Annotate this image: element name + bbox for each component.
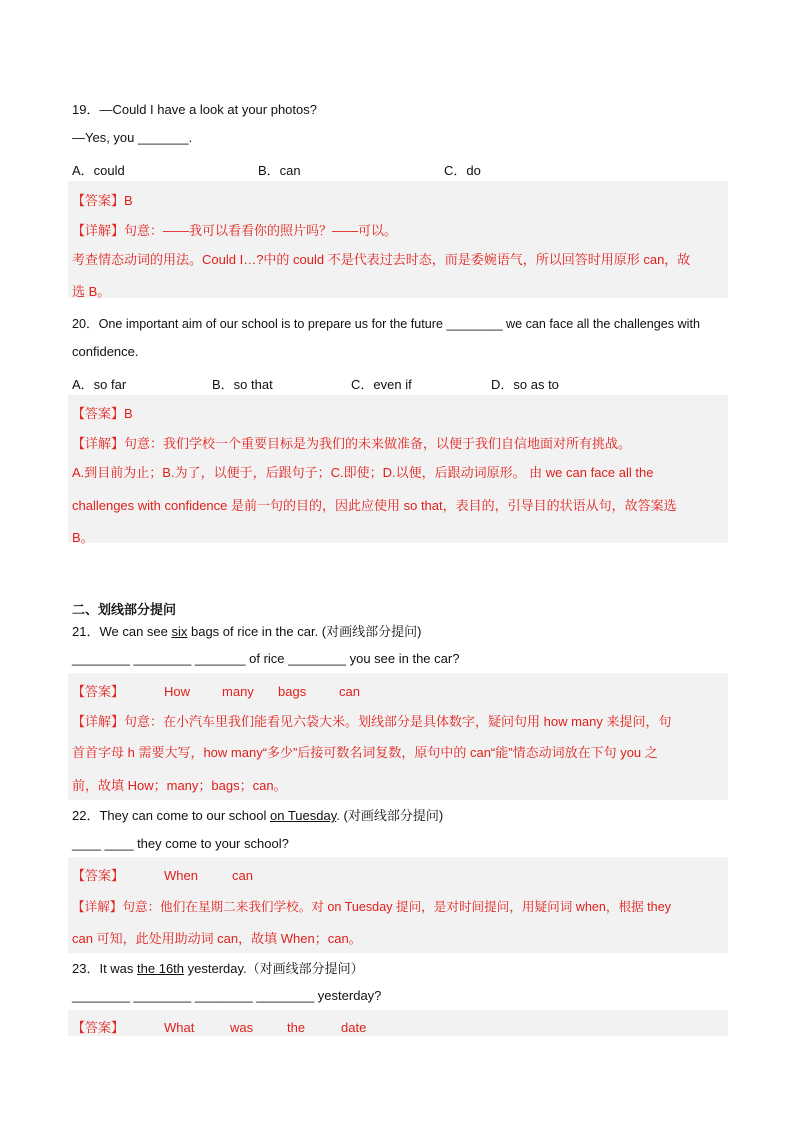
q21-answer-word: bags (278, 684, 307, 699)
q21-answer-word: many (222, 684, 254, 699)
q22-answer-word: When (164, 868, 198, 883)
q21-stem (72, 621, 421, 640)
q23-fill-line: ________ ________ ________ ________ yesterday? (72, 988, 382, 1003)
q23-answer (72, 1017, 366, 1036)
q20-detail-line: 【详解】句意：我们学校一个重要目标是为我们的未来做准备，以便于我们自信地面对所有挑战。 (72, 436, 632, 451)
q21-detail-line: 【详解】句意：在小汽车里我们能看见六袋大米。划线部分是具体数字，疑问句用 how many 来提问，句 (72, 714, 672, 729)
q19-detail-line: 考查情态动词的用法。Could I…?中的 could 不是代表过去时态，而是委婉语气，所以回答时用原形 can，故 (72, 252, 691, 267)
q22-stem (72, 805, 443, 824)
q19-reply: —Yes, you _______. (72, 130, 193, 145)
q22-stem-pre: 22．They can come to our school (72, 808, 270, 823)
q20-detail-line: challenges with confidence 是前一句的目的，因此应使用 so that，表目的，引导目的状语从句，故答案选 (72, 498, 677, 513)
q23-answer-word: date (341, 1020, 367, 1035)
q20-stem-cont: confidence. (72, 344, 139, 359)
q20-detail-line: A.到目前为止；B.为了，以便于，后跟句子；C.即使；D.以便，后跟动词原形。 由 we can face all the (72, 465, 654, 480)
q22-answer-word: can (232, 868, 253, 883)
q20-option-c: C．even if (351, 377, 412, 392)
q21-stem-post: bags of rice in the car. (对画线部分提问) (187, 624, 422, 639)
q19-answer-box (68, 181, 728, 298)
q21-detail-line: 首首字母 h 需要大写，how many“多少”后接可数名词复数，原句中的 can“能”情态动词放在下句 you 之 (72, 745, 658, 760)
q19-stem: 19．—Could I have a look at your photos? (72, 102, 317, 117)
q22-detail-line: 【详解】句意：他们在星期二来我们学校。对 on Tuesday 提问，是对时间提问，用疑问词 when，根据 they (72, 900, 671, 914)
q22-fill-line: ____ ____ they come to your school? (72, 836, 289, 851)
q20-detail-line: B。 (72, 530, 94, 545)
q20-option-b: B．so that (212, 377, 273, 392)
q22-answer-label: 【答案】 (72, 868, 125, 883)
q19-option-c: C．do (444, 163, 481, 178)
q20-options (72, 374, 559, 393)
q20-answer: 【答案】B (72, 406, 133, 421)
section-title: 二、划线部分提问 (72, 602, 177, 617)
q20-option-d: D．so as to (491, 377, 559, 392)
q23-answer-word: was (230, 1020, 254, 1035)
q23-answer-word: the (287, 1020, 306, 1035)
q20-stem: 20．One important aim of our school is to prepare us for the future ________ we can face all the challenges with (72, 317, 700, 331)
q21-fill-line: ________ ________ _______ of rice ________ you see in the car? (72, 651, 460, 666)
q19-option-b: B．can (258, 163, 301, 178)
q23-stem-post: yesterday.（对画线部分提问） (184, 961, 364, 976)
q22-stem-post: . (对画线部分提问) (336, 808, 444, 823)
q21-answer-word: How (164, 684, 191, 699)
q19-detail-line: 选 B。 (72, 284, 111, 299)
q21-answer-label: 【答案】 (72, 684, 125, 699)
q23-underlined: the 16th (137, 961, 185, 976)
q19-options (72, 160, 481, 179)
q19-detail-line: 【详解】句意：——我可以看看你的照片吗？——可以。 (72, 223, 398, 238)
q21-detail-line: 前，故填 How；many；bags；can。 (72, 778, 287, 793)
q22-detail-line: can 可知，此处用助动词 can，故填 When；can。 (72, 931, 362, 946)
q23-stem (72, 958, 364, 977)
q21-stem-pre: 21．We can see (72, 624, 172, 639)
q21-underlined: six (171, 624, 188, 639)
q20-option-a: A．so far (72, 377, 127, 392)
q23-answer-label: 【答案】 (72, 1020, 125, 1035)
q21-answer-word: can (339, 684, 360, 699)
q19-option-a: A．could (72, 163, 125, 178)
q19-answer: 【答案】B (72, 193, 133, 208)
q23-stem-pre: 23．It was (72, 961, 138, 976)
q21-answer (72, 681, 360, 700)
q22-underlined: on Tuesday (270, 808, 337, 823)
q23-answer-word: What (164, 1020, 195, 1035)
q22-answer (72, 865, 253, 884)
